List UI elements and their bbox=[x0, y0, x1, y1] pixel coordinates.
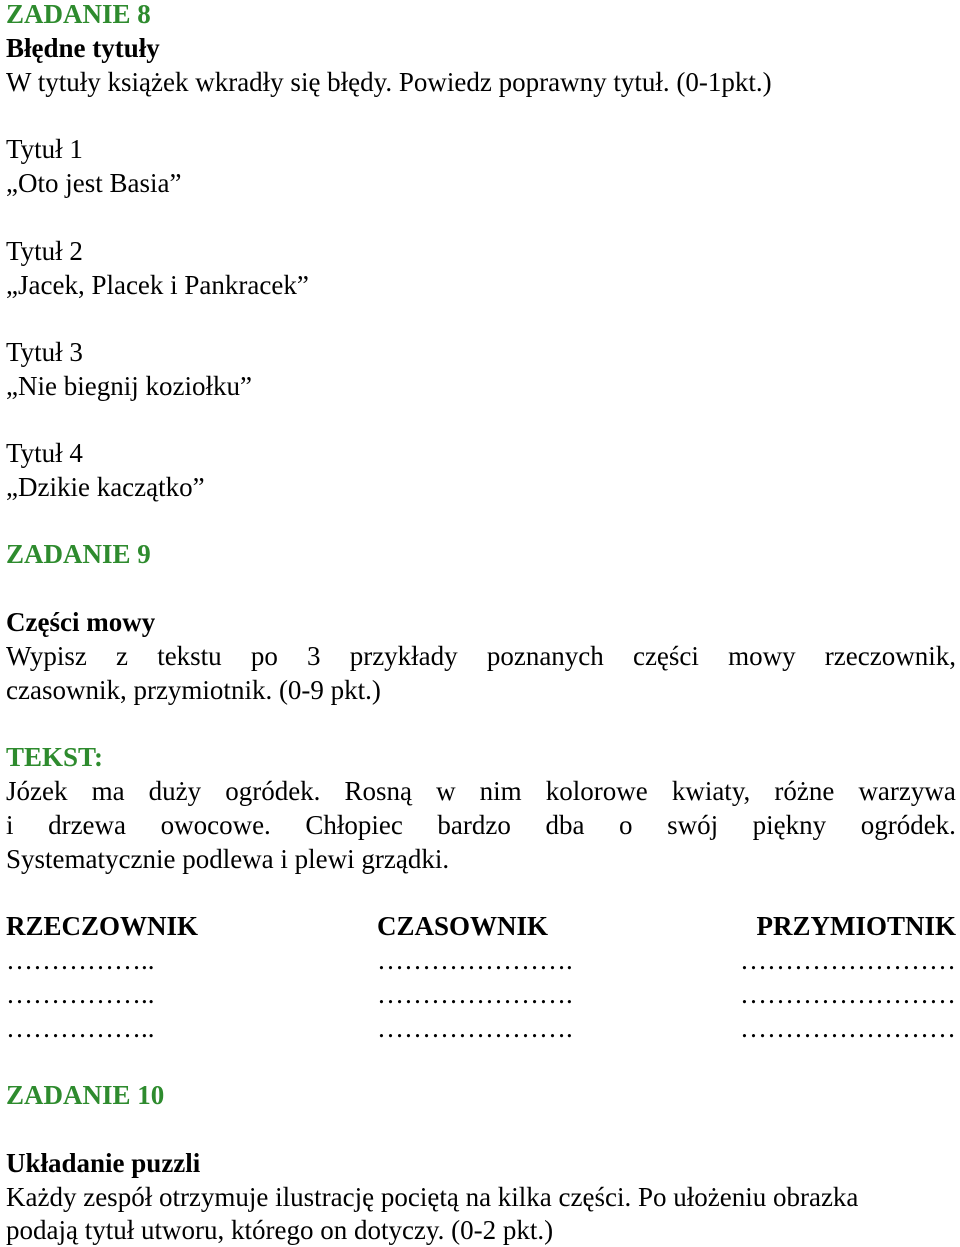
word: przykłady bbox=[349, 641, 458, 671]
word: dba bbox=[545, 810, 585, 840]
word: duży bbox=[148, 776, 202, 806]
word: z bbox=[116, 641, 129, 671]
word: nim bbox=[479, 776, 522, 806]
answer-blank[interactable]: …………………. bbox=[377, 945, 573, 975]
zad9-instruction-line2: czasownik, przymiotnik. (0-9 pkt.) bbox=[6, 675, 381, 705]
title-text-3: „Nie biegnij koziołku” bbox=[6, 371, 252, 401]
title-label-2: Tytuł 2 bbox=[6, 236, 83, 266]
text-line2 bbox=[6, 808, 956, 842]
word: w bbox=[436, 776, 456, 806]
title-text-1: „Oto jest Basia” bbox=[6, 168, 182, 198]
answer-blank[interactable]: …………….. bbox=[6, 1013, 155, 1043]
word: Rosną bbox=[344, 776, 413, 806]
word: rzeczownik, bbox=[824, 641, 956, 671]
title-text-2: „Jacek, Placek i Pankracek” bbox=[6, 270, 309, 300]
word: swój bbox=[667, 810, 719, 840]
word: 3 bbox=[307, 641, 321, 671]
text-line3: Systematycznie podlewa i plewi grządki. bbox=[6, 844, 450, 874]
word: po bbox=[250, 641, 278, 671]
answer-blank[interactable]: …………….. bbox=[6, 945, 155, 975]
zad8-heading: ZADANIE 8 bbox=[6, 0, 151, 29]
answer-blank[interactable]: …………………. bbox=[377, 1013, 573, 1043]
answer-blank[interactable]: …………………… bbox=[740, 945, 956, 975]
word: Wypisz bbox=[6, 641, 87, 671]
text-label: TEKST: bbox=[6, 742, 104, 772]
answer-blank[interactable]: …………………… bbox=[740, 979, 956, 1009]
word: i bbox=[6, 810, 14, 840]
zad10-text-line2: podają tytuł utworu, którego on dotyczy. (0-2 pkt.) bbox=[6, 1215, 554, 1245]
word: ogródek. bbox=[860, 810, 956, 840]
word: owocowe. bbox=[160, 810, 271, 840]
word: piękny bbox=[752, 810, 827, 840]
word: Chłopiec bbox=[305, 810, 403, 840]
word: mowy bbox=[728, 641, 796, 671]
column-header-czasownik: CZASOWNIK bbox=[377, 911, 549, 941]
zad9-subtitle: Części mowy bbox=[6, 607, 156, 637]
word: bardzo bbox=[437, 810, 511, 840]
title-label-1: Tytuł 1 bbox=[6, 134, 83, 164]
word: ma bbox=[91, 776, 125, 806]
word: różne bbox=[774, 776, 835, 806]
zad9-instruction-line1 bbox=[6, 639, 956, 673]
word: kwiaty, bbox=[671, 776, 751, 806]
word: ogródek. bbox=[225, 776, 321, 806]
word: drzewa bbox=[48, 810, 127, 840]
word: warzywa bbox=[858, 776, 956, 806]
word: Józek bbox=[6, 776, 68, 806]
zad10-text-line1: Każdy zespół otrzymuje ilustrację pociętą na kilka części. Po ułożeniu obrazka bbox=[6, 1182, 859, 1212]
title-text-4: „Dzikie kaczątko” bbox=[6, 472, 205, 502]
zad8-subtitle: Błędne tytuły bbox=[6, 33, 160, 63]
word: części bbox=[632, 641, 699, 671]
answer-table bbox=[6, 909, 956, 1045]
word: poznanych bbox=[486, 641, 604, 671]
column-header-przymiotnik: PRZYMIOTNIK bbox=[756, 911, 956, 941]
title-label-3: Tytuł 3 bbox=[6, 337, 83, 367]
text-line1 bbox=[6, 774, 956, 808]
answer-blank[interactable]: …………….. bbox=[6, 979, 155, 1009]
zad9-heading: ZADANIE 9 bbox=[6, 539, 151, 569]
zad10-heading: ZADANIE 10 bbox=[6, 1080, 165, 1110]
word: o bbox=[619, 810, 633, 840]
zad8-instruction: W tytuły książek wkradły się błędy. Powiedz poprawny tytuł. (0-1pkt.) bbox=[6, 67, 772, 97]
word: tekstu bbox=[157, 641, 222, 671]
title-label-4: Tytuł 4 bbox=[6, 438, 83, 468]
answer-blank[interactable]: …………………… bbox=[740, 1013, 956, 1043]
zad10-subtitle: Układanie puzzli bbox=[6, 1148, 201, 1178]
column-header-rzeczownik: RZECZOWNIK bbox=[6, 911, 199, 941]
answer-blank[interactable]: …………………. bbox=[377, 979, 573, 1009]
word: kolorowe bbox=[545, 776, 648, 806]
